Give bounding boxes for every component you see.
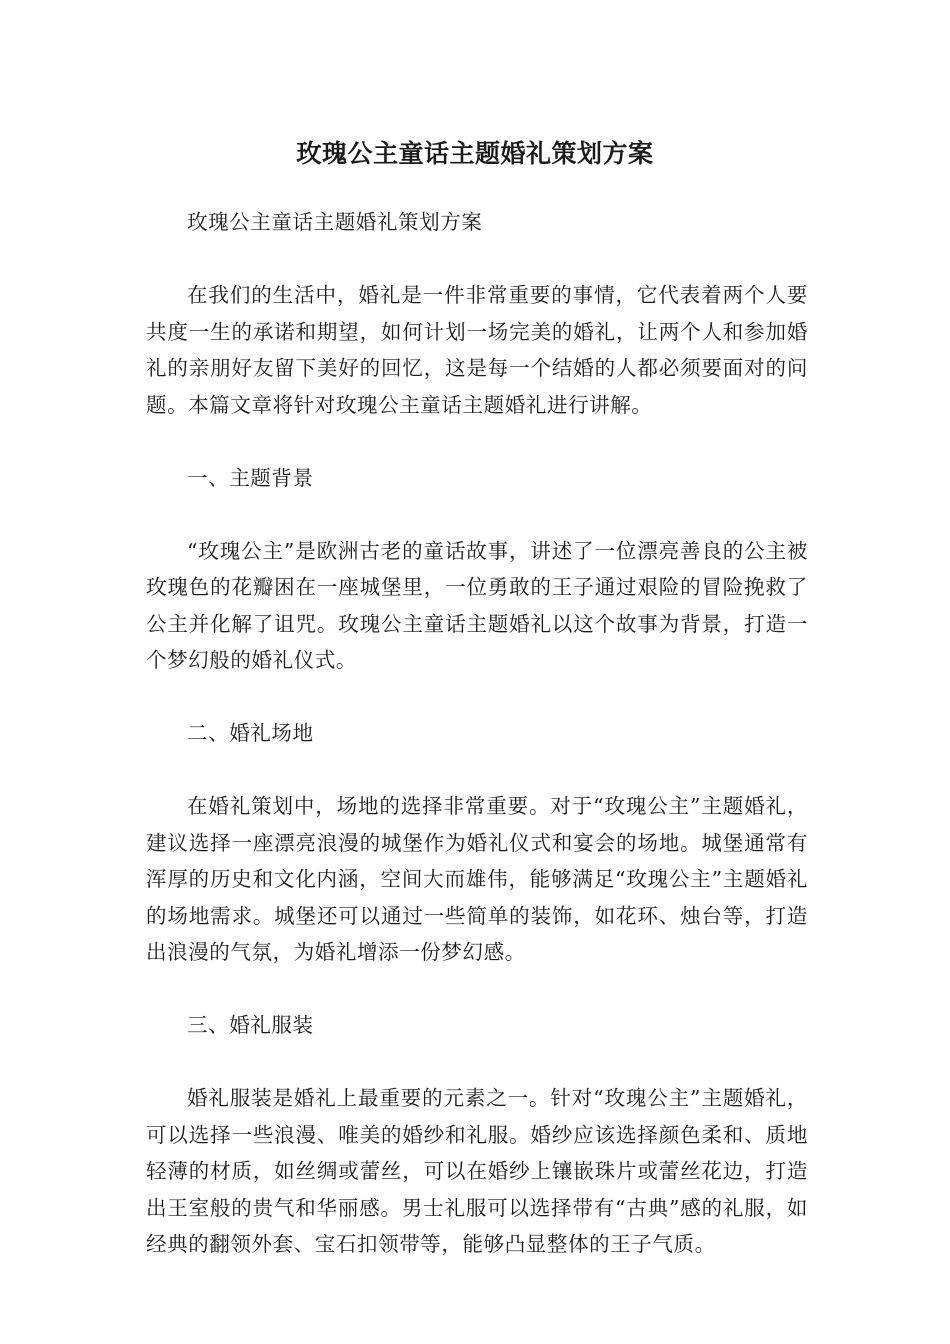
section-heading-theme: 一、主题背景: [187, 465, 314, 490]
section-heading-attire: 三、婚礼服装: [187, 1013, 314, 1037]
subtitle-paragraph: 玫瑰公主童话主题婚礼策划方案: [187, 210, 483, 234]
intro-paragraph: 在我们的生活中，婚礼是一件非常重要的事情，它代表着两个人要共度一生的承诺和期望，如何计划一场完美的婚礼，让两个人和参加婚礼的亲朋好友留下美好的回忆，这是每一个结婚的人都必须要面对的问题。本篇文章将针对玫瑰公主童话主题婚礼进行讲解。: [146, 283, 808, 417]
attire-paragraph: 婚礼服装是婚礼上最重要的元素之一。针对“玫瑰公主”主题婚礼，可以选择一些浪漫、唯美的婚纱和礼服。婚纱应该选择颜色柔和、质地轻薄的材质，如丝绸或蕾丝，可以在婚纱上镶嵌珠片或蕾丝花边，打造出王室般的贵气和华丽感。男士礼服可以选择带有“古典”感的礼服，如经典的翻领外套、宝石扣领带等，能够凸显整体的王子气质。: [146, 1086, 808, 1256]
theme-paragraph: “玫瑰公主”是欧洲古老的童话故事，讲述了一位漂亮善良的公主被玫瑰色的花瓣困在一座城堡里，一位勇敢的王子通过艰险的冒险挽救了公主并化解了诅咒。玫瑰公主童话主题婚礼以这个故事为背景，打造一个梦幻般的婚礼仪式。: [146, 538, 808, 672]
document-title: 玫瑰公主童话主题婚礼策划方案: [296, 139, 654, 168]
section-heading-venue: 二、婚礼场地: [187, 721, 314, 745]
document-body: [146, 204, 808, 1299]
venue-paragraph: 在婚礼策划中，场地的选择非常重要。对于“玫瑰公主”主题婚礼，建议选择一座漂亮浪漫的城堡作为婚礼仪式和宴会的场地。城堡通常有浑厚的历史和文化内涵，空间大而雄伟，能够满足“玫瑰公主”主题婚礼的场地需求。城堡还可以通过一些简单的装饰，如花环、烛台等，打造出浪漫的气氛，为婚礼增添一份梦幻感。: [146, 794, 808, 964]
